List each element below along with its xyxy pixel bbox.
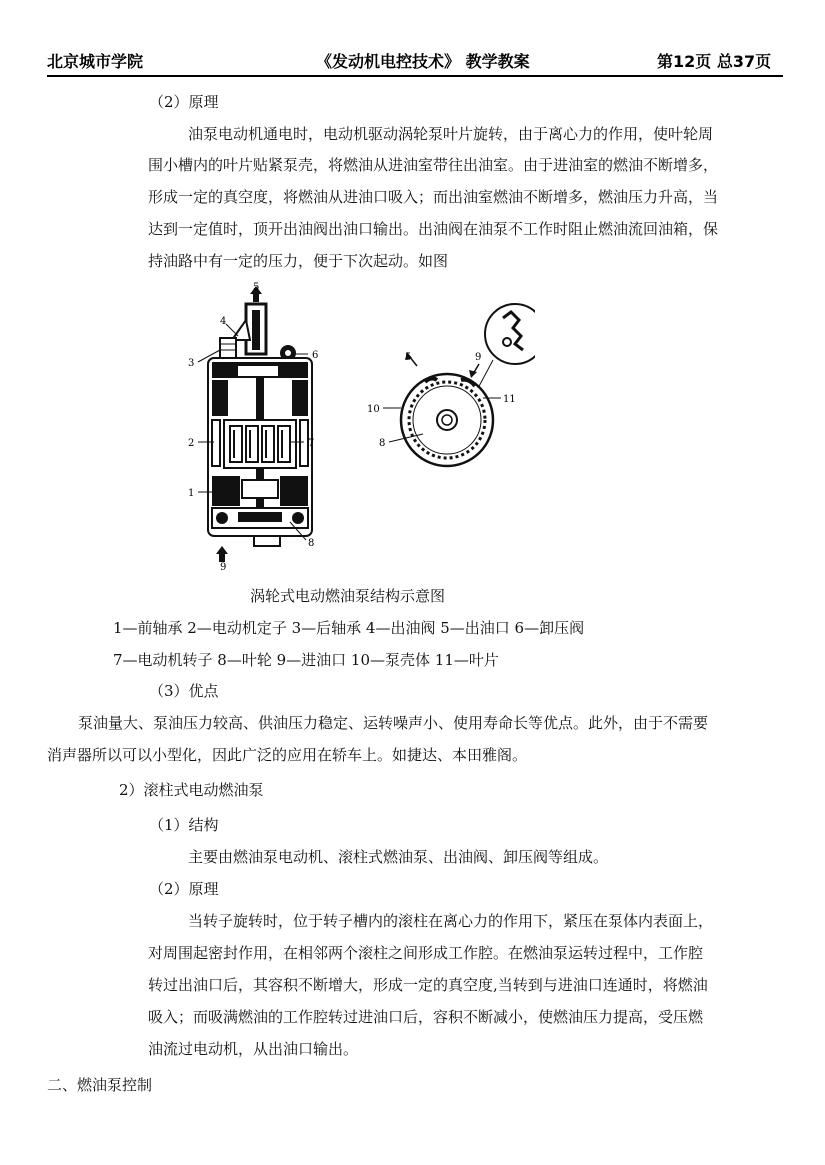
paragraph-line: 消声器所以可以小型化，因此广泛的应用在轿车上。如捷达、本田雅阁。 [47,746,528,764]
label-5: 5 [253,282,260,293]
principle-heading: （2）原理 [149,880,219,898]
paragraph-line: 持油路中有一定的压力，便于下次起动。如图 [148,252,449,270]
paragraph-line: 主要由燃油泵电动机、滚柱式燃油泵、出油阀、卸压阀等组成。 [188,848,609,866]
impeller-label-9: 9 [475,352,482,363]
advantages-heading: （3）优点 [149,682,219,700]
label-2: 2 [188,438,195,449]
figure-legend-line: 7—电动机转子 8—叶轮 9—进油口 10—泵壳体 11—叶片 [113,651,499,669]
paragraph-line: 围小槽内的叶片贴紧泵壳，将燃油从进油室带往出油室。由于进油室的燃油不断增多， [148,156,719,174]
section-heading: 二、燃油泵控制 [47,1076,153,1094]
impeller-label-10: 10 [367,404,380,415]
impeller-label-11: 11 [503,394,516,405]
label-1: 1 [188,488,195,499]
structure-heading: （1）结构 [149,816,219,834]
paragraph-line: 吸入；而吸满燃油的工作腔转过进油口后，容积不断减小，使燃油压力提高，受压燃 [148,1008,704,1026]
figure-legend-line: 1—前轴承 2—电动机定子 3—后轴承 4—出油阀 5—出油口 6—卸压阀 [113,619,585,637]
label-7: 7 [308,438,315,449]
impeller-label-8: 8 [379,438,386,449]
label-4: 4 [220,316,227,327]
roller-pump-heading: 2）滚柱式电动燃油泵 [119,781,264,799]
paragraph-line: 形成一定的真空度，将燃油从进油口吸入；而出油室燃油不断增多，燃油压力升高，当 [148,188,719,206]
paragraph-line: 油流过电动机，从出油口输出。 [148,1040,359,1058]
header-page-number: 第12页 总37页 [657,52,772,71]
paragraph-line: 对周围起密封作用，在相邻两个滚柱之间形成工作腔。在燃油泵运转过程中，工作腔 [148,944,704,962]
figure-caption: 涡轮式电动燃油泵结构示意图 [250,587,446,605]
header-course-title: 《发动机电控技术》 教学教案 [316,52,530,71]
header-school: 北京城市学院 [47,52,144,71]
header-rule [47,75,783,77]
impeller-label-5: 5 [405,352,412,363]
paragraph-line: 油泵电动机通电时，电动机驱动涡轮泵叶片旋转，由于离心力的作用，使叶轮周 [188,125,714,143]
label-8: 8 [308,538,315,549]
label-9: 9 [220,562,227,570]
paragraph-line: 泵油量大、泵油压力较高、供油压力稳定、运转噪声小、使用寿命长等优点。此外，由于不需要 [78,714,709,732]
paragraph-line: 转过出油口后，其容积不断增大，形成一定的真空度,当转到与进油口连通时，将燃油 [148,976,708,994]
label-3: 3 [188,358,195,369]
label-6: 6 [312,350,319,361]
principle-heading: （2）原理 [149,93,219,111]
paragraph-line: 达到一定值时，顶开出油阀出油口输出。出油阀在油泵不工作时阻止燃油流回油箱，保 [148,220,719,238]
paragraph-line: 当转子旋转时，位于转子槽内的滚柱在离心力的作用下，紧压在泵体内表面上， [188,912,714,930]
impeller-diagram [365,298,535,498]
